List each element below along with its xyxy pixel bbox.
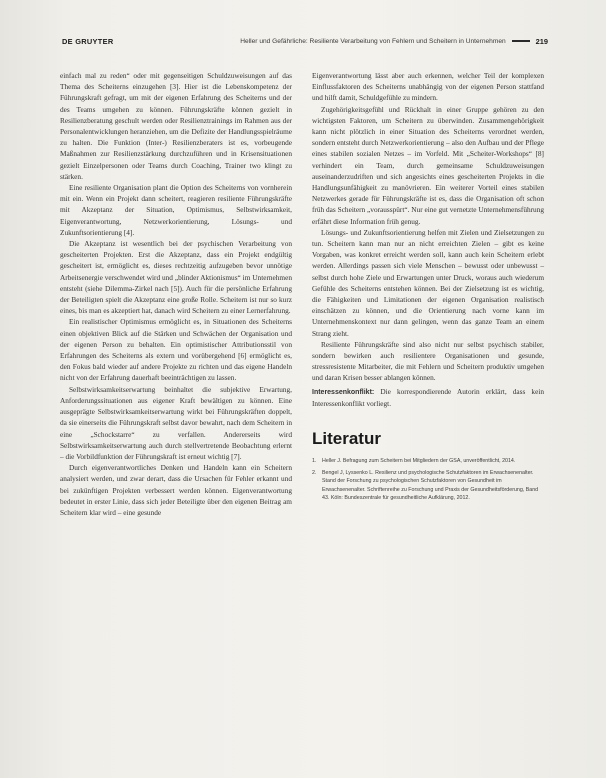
- paragraph: Die Akzeptanz ist wesentlich bei der psychischen Verarbeitung von gescheiterten Projekten. Erst die Akzeptanz, dass ein Projekt endgültig gescheitert ist, ermöglicht es, dieses rechtzeitig aufzugeben bevor unnötige Arbeitsenergie verschwendet wird und „blinder Aktionismus“ im Unternehmen entsteht (siehe Dilemma-Zirkel nach [5]). Auch für die persönliche Erfahrung der Beteiligten spielt die Akzeptanz eine große Rolle. Scheitern ist nur so kurz eines, bis man es akzeptiert hat, danach wird Scheitern zu einer Lernerfahrung.: [60, 239, 292, 316]
- reference-item: [312, 457, 544, 466]
- paragraph: Selbstwirksamkeitserwartung beinhaltet die subjektive Erwartung, Anforderungssituationen aus eigener Kraft bewältigen zu können. Eine ausgeprägte Selbstwirksamkeitserwartung wirkt bei Führungskräften doppelt, da sie einerseits die Führungskraft selbst davor bewahrt, nach dem Scheitern in eine „Schockstarre“ zu verfallen. Andererseits wird Selbstwirksamkeitserwartung auch durch stellvertretende Beobachtung erlernt – die Vorbildfunktion der Führungskraft ist erneut wichtig [7].: [60, 384, 292, 461]
- conflict-of-interest: [312, 386, 544, 409]
- header-rule: [512, 40, 530, 42]
- paragraph: Eigenverantwortung lässt aber auch erkennen, welcher Teil der komplexen Einflussfaktoren des Scheiterns unabhängig von der eigenen Person stattfand und hilft damit, Schuldgefühle zu mindern.: [312, 71, 544, 103]
- reference-number: 2.: [312, 469, 317, 476]
- reference-text: Heller J. Befragung zum Scheitern bei Mitgliedern der GSA, unveröffentlicht, 2014.: [322, 458, 516, 465]
- right-column: [312, 70, 544, 506]
- paragraph: Eine resiliente Organisation plant die Option des Scheiterns von vornherein mit ein. Wenn ein Projekt dann scheitert, reagieren resiliente Führungskräfte mit Akzeptanz der Situation, Optimismus, Selbstwirksamkeit, Eigenverantwortung, Netzwerkorientierung, Lösungs- und Zukunftsorientierung [4].: [60, 183, 292, 237]
- paragraph: Durch eigenverantwortliches Denken und Handeln kann ein Scheitern analysiert werden, und zwar derart, dass die Ursachen für Fehler erkannt und bei zukünftigen Projekten verbessert werden können. Eigenverantwortung bedeutet in erster Linie, dass sich jeder Beteiligte über den eigenen Beitrag am Scheitern klar wird – eine gesunde: [60, 463, 292, 517]
- conflict-label: Interessenkonflikt:: [312, 388, 375, 396]
- left-column: [60, 70, 292, 518]
- publisher-name: DE GRUYTER: [62, 36, 114, 46]
- reference-item: [312, 469, 544, 503]
- conflict-text: Die korrespondierende Autorin erklärt, dass kein Interessenkonflikt vorliegt.: [312, 386, 544, 408]
- reference-list: [312, 457, 544, 503]
- running-header: [62, 34, 548, 48]
- paragraph: einfach mal zu reden“ oder mit gegenseitigen Schuldzuweisungen auf das Thema des Scheiterns einzugehen [3]. Hier ist die Lebenskompetenz der Führungskraft gefragt, um mit der eigenen Erfahrung des Scheiterns und der des Teams umgehen zu können. Führungskräfte können gezielt in Resilienzberatung geschult werden oder Resilienztrainings im Rahmen aus der Personalentwicklungen heranziehen, um die Defizite der Handlungsspielräume zu halten. Die Funktion (Inter-) Resilienzberaters ist es, vorbeugende Maßnahmen zur Resilienzstärkung durchzuführen und in Krisensituationen gezielt Einzelpersonen oder Teams durch Coaching, Trainer two klingt zu stärken.: [60, 71, 292, 181]
- reference-text: Bengel J, Lyssenko L. Resilienz und psychologische Schutzfaktoren im Erwachsenenalter. Stand der Forschung zu psychologischen Schutzfaktoren von Gesundheit im Erwachsenenalter. Schriftenreihe zu Forschung und Praxis der Gesundheitsförderung, Band 43. Köln: Bundeszentrale für gesundheitliche Aufklärung, 2012.: [322, 469, 539, 502]
- reference-number: 1.: [312, 458, 317, 465]
- running-title: Heller und Gefährliche: Resiliente Verarbeitung von Fehlern und Scheitern in Unternehmen: [240, 37, 506, 45]
- paragraph: Lösungs- und Zukunftsorientierung helfen mit Zielen und Zielsetzungen zu tun. Scheitern kann man nur an nicht erreichten Zielen – gibt es keine Vorgaben, was konkret erreicht werden soll, kann auch kein Scheitern erlebt werden. Allerdings passen sich viele Menschen – bewusst oder unbewusst – selbst durch hohe Ziele und Erwartungen unter Druck, woraus auch wiederum Gefühle des Scheiterns entstehen können. Bei der Zielsetzung ist es wichtig, die Fähigkeiten und Limitationen der eigenen Organisation realistisch einschätzen zu können, und die Orientierung nach vorne kann im Unternehmenskontext nur dann gelingen, wenn das ganze Team an einem Strang zieht.: [312, 227, 544, 338]
- page-number: 219: [535, 36, 548, 46]
- literature-heading: Literatur: [312, 429, 381, 449]
- paragraph: Resiliente Führungskräfte sind also nicht nur selbst psychisch stabiler, sondern bewirken auch resilientere Organisationen und gesunde, stressresistente Mitarbeiter, die mit Fehlern und Scheitern produktiv umgehen und daran Krisen besser ablangen können.: [312, 339, 544, 383]
- paragraph: Zugehörigkeitsgefühl und Rückhalt in einer Gruppe gehören zu den wichtigsten Faktoren, um Scheitern zu überwinden. Zusammengehörigkeit kann nicht plötzlich in einer Situation des Scheiterns verordnet werden, sondern entsteht durch Netzwerkorientierung – also den Aufbau und der Pflege eines stabilen sozialen Netzes – im Vorfeld. Mit „Scheiter-Workshops“ [8] verhindert ein Team, durch gemeinsame Schuldzuweisungen auseinanderzudriften und sich angesichts eines gescheiterten Projekts in die Handlungsunfähigkeit zu manövrieren. Ein weiterer Vorteil eines stabilen Netzwerkes gerade für Führungskräfte ist es, dass die Organisation oft schon früh das Scheitern „vorausspürt“. Nur eine gut vernetzte Unternehmensführung erfährt diese Information früh genug.: [312, 104, 544, 226]
- paragraph: Ein realistischer Optimismus ermöglicht es, in Situationen des Scheiterns einen objektiven Blick auf die Stärken und Schwächen der Organisation und der eigenen Person zu behalten. Ein optimistischer Attributionsstil von Erfahrungen des Scheiterns als extern und vorübergehend [6] ermöglicht es, den Fokus bald wieder auf andere Projekte zu richten und das eigene Handeln nicht von der Erfahrung dauerhaft beeinträchtigen zu lassen.: [60, 317, 292, 383]
